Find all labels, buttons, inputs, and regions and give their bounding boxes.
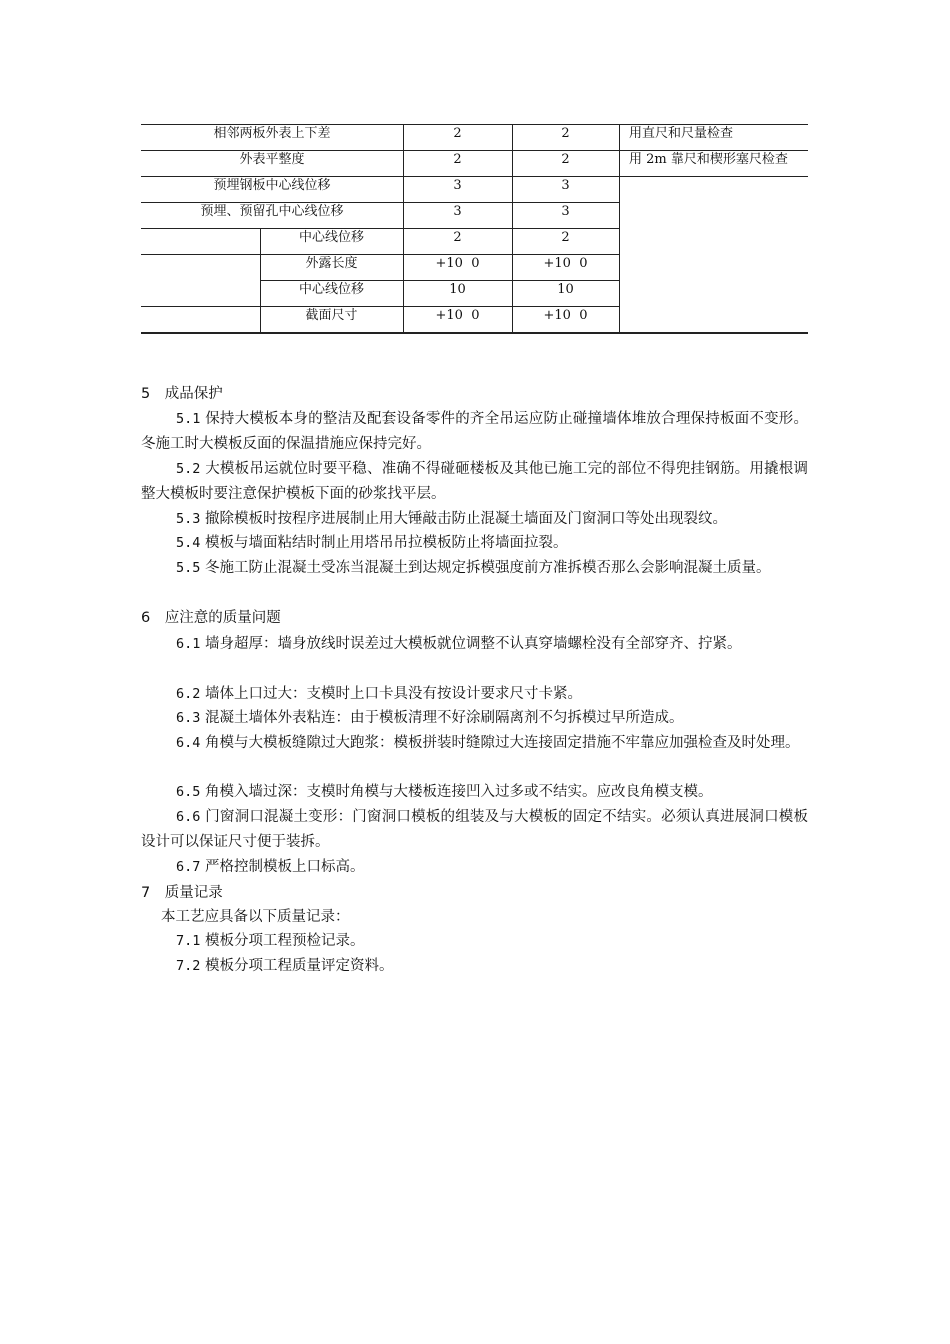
paragraph [141, 556, 808, 581]
table-cell-value: 3 [453, 178, 462, 193]
paragraph-text: 冬施工防止混凝土受冻当混凝土到达规定拆模强度前方准拆模否那么会影响混凝土质量。 [200, 560, 771, 576]
table-rule [141, 124, 808, 125]
section-intro: 本工艺应具备以下质量记录： [161, 909, 350, 925]
table-cell-item: 截面尺寸 [305, 308, 358, 323]
paragraph [141, 954, 808, 979]
table-cell-item: 外露长度 [305, 256, 358, 271]
paragraph-text: 角模与大模板缝隙过大跑浆：模板拼装时缝隙过大连接固定措施不牢靠应加强检查及时处理。 [200, 735, 800, 751]
table-rule [141, 254, 619, 255]
clause-number: 6.4 [176, 735, 201, 751]
table-cell-value: 2 [561, 152, 570, 167]
paragraph-text: 模板分项工程质量评定资料。 [200, 958, 394, 974]
table-cell-value: 2 [561, 230, 570, 245]
table-cell-value: 10 [449, 282, 466, 297]
paragraph [141, 731, 808, 756]
table-cell-value: 10 [557, 282, 574, 297]
table-cell-value: +10 0 [543, 256, 588, 271]
paragraph-text: 撤除模板时按程序进展制止用大锤敲击防止混凝土墙面及门窗洞口等处出现裂纹。 [200, 511, 727, 527]
section-heading: 6 应注意的质量问题 [141, 610, 281, 626]
table-cell-item: 预埋钢板中心线位移 [213, 178, 331, 193]
table-cell-value: +10 0 [435, 256, 480, 271]
clause-number: 7.2 [176, 958, 201, 974]
table-cell-item: 中心线位移 [298, 230, 364, 245]
table-rule [260, 280, 619, 281]
paragraph-text: 保持大模板本身的整洁及配套设备零件的齐全吊运应防止碰撞墙体堆放合理保持板面不变形。冬施工时大模板反面的保温措施应保持完好。 [141, 411, 808, 452]
paragraph-text: 模板与墙面粘结时制止用塔吊吊拉模板防止将墙面拉裂。 [200, 535, 568, 551]
clause-number: 6.7 [176, 859, 201, 875]
table-bottom-rule [141, 332, 808, 334]
clause-number: 7.1 [176, 933, 201, 949]
table-rule [141, 228, 619, 229]
table-cell-value: 2 [453, 230, 462, 245]
clause-number: 5.2 [176, 461, 201, 477]
table-cell-value: 2 [453, 152, 462, 167]
clause-number: 6.5 [176, 784, 201, 800]
table-cell-item: 中心线位移 [298, 282, 364, 297]
clause-number: 5.1 [176, 411, 201, 427]
section-heading: 7 质量记录 [141, 885, 223, 901]
table-cell-method: 用 2m 靠尺和楔形塞尺检查 [629, 152, 788, 167]
paragraph [141, 457, 808, 507]
table-rule [141, 176, 808, 177]
paragraph [141, 855, 808, 880]
paragraph-text: 门窗洞口混凝土变形：门窗洞口模板的组装及与大模板的固定不结实。必须认真进展洞口模板设计可以保证尺寸便于装拆。 [141, 809, 808, 850]
clause-number: 5.3 [176, 511, 201, 527]
clause-number: 6.2 [176, 686, 201, 702]
paragraph [141, 706, 808, 731]
table-cell-value: 2 [561, 126, 570, 141]
paragraph-text: 墙体上口过大：支模时上口卡具没有按设计要求尺寸卡紧。 [200, 686, 582, 702]
tolerance-table [141, 124, 808, 334]
table-col-rule [619, 124, 620, 333]
clause-number: 6.3 [176, 710, 201, 726]
paragraph-text: 严格控制模板上口标高。 [200, 859, 365, 875]
table-rule [141, 202, 619, 203]
table-rule [141, 150, 808, 151]
table-cell-value: 3 [561, 178, 570, 193]
table-cell-value: 3 [453, 204, 462, 219]
paragraph-text: 模板分项工程预检记录。 [200, 933, 365, 949]
table-cell-value: 2 [453, 126, 462, 141]
paragraph [141, 407, 808, 457]
clause-number: 5.5 [176, 560, 201, 576]
table-cell-value: +10 0 [435, 308, 480, 323]
paragraph [141, 531, 808, 556]
paragraph [141, 682, 808, 707]
table-cell-value: +10 0 [543, 308, 588, 323]
paragraph [141, 507, 808, 532]
section-heading: 5 成品保护 [141, 386, 223, 402]
paragraph-text: 混凝土墙体外表粘连：由于模板清理不好涂刷隔离剂不匀拆模过早所造成。 [200, 710, 684, 726]
table-cell-method: 用直尺和尺量检查 [629, 126, 734, 141]
paragraph [141, 805, 808, 855]
clause-number: 6.6 [176, 809, 201, 825]
paragraph [141, 929, 808, 954]
paragraph [141, 632, 808, 657]
table-cell-item: 外表平整度 [239, 152, 305, 167]
paragraph-text: 墙身超厚：墙身放线时误差过大模板就位调整不认真穿墙螺栓没有全部穿齐、拧紧。 [200, 636, 742, 652]
table-cell-item: 预埋、预留孔中心线位移 [200, 204, 344, 219]
table-rule [141, 306, 619, 307]
clause-number: 5.4 [176, 535, 201, 551]
clause-number: 6.1 [176, 636, 201, 652]
table-cell-item: 相邻两板外表上下差 [213, 126, 331, 141]
paragraph-text: 角模入墙过深：支模时角模与大楼板连接凹入过多或不结实。应改良角模支模。 [200, 784, 713, 800]
paragraph [141, 780, 808, 805]
table-cell-value: 3 [561, 204, 570, 219]
paragraph-text: 大模板吊运就位时要平稳、准确不得碰砸楼板及其他已施工完的部位不得兜挂钢筋。用撬根调整大模板时要注意保护模板下面的砂浆找平层。 [141, 461, 808, 502]
